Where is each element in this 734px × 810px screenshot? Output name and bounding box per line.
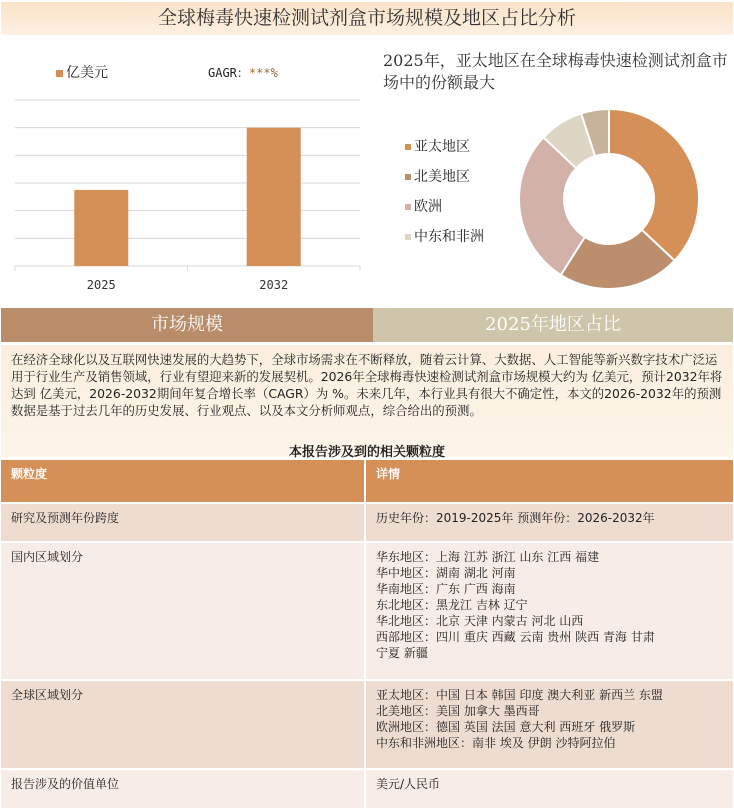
row-detail: 历史年份：2019-2025年 预测年份：2026-2032年	[376, 511, 655, 525]
legend-item	[405, 198, 485, 216]
legend-swatch	[405, 234, 411, 240]
pie-title: 2025年，亚太地区在全球梅毒快速检测试剂盒市场中的份额最大	[383, 51, 728, 92]
legend-swatch	[405, 204, 411, 210]
cagr-value: ***%	[248, 66, 278, 80]
row-detail: 美元/人民币	[376, 777, 441, 791]
table-row	[1, 770, 733, 808]
charts-svg	[0, 0, 734, 300]
legend-label: 中东和非洲	[414, 229, 484, 245]
legend-swatch	[405, 144, 411, 150]
cagr-label: GAGR：	[208, 66, 249, 80]
bar-2025	[74, 190, 128, 266]
legend-item	[405, 138, 485, 156]
x-tick-label: 2032	[259, 278, 289, 292]
legend-label: 亿美元	[66, 65, 108, 81]
donut-slice-亚太地区	[609, 109, 699, 261]
bar-2032	[247, 128, 301, 266]
legend-label: 亚太地区	[414, 139, 470, 155]
header-granularity: 颗粒度	[1, 460, 366, 502]
description-paragraph: 在经济全球化以及互联网快速发展的大趋势下，全球市场需求在不断释放，随着云计算、大数据、人工智能等新兴数字技术广泛运用于行业生产及销售领域，行业有望迎来新的发展契机。2026年全球梅毒快速检测试剂盒市场规模大约为 亿美元，预计2032年将达到 亿美元，2026-2032期间年复合增长率（CAGR）为 %。未来几年，本行业具有很大不确定性，本文的2026-2032年的预测数据是基于过去几年的历史发展、行业观点、以及本文分析师观点，综合给出的预测。	[1, 345, 733, 457]
row-label: 研究及预测年份跨度	[1, 504, 366, 541]
row-label: 全球区域划分	[1, 681, 366, 768]
x-tick-label: 2025	[86, 278, 116, 292]
legend-item	[405, 168, 485, 186]
row-detail: 亚太地区：中国 日本 韩国 印度 澳大利亚 新西兰 东盟 北美地区：美国 加拿大 墨西哥 欧洲地区：德国 英国 法国 意大利 西班牙 俄罗斯 中东和非洲地区：南非 埃及 伊朗 沙特阿拉伯	[376, 688, 663, 750]
row-label: 报告涉及的价值单位	[1, 770, 366, 808]
table-row	[1, 543, 733, 679]
legend-swatch	[405, 174, 411, 180]
legend-label: 北美地区	[414, 169, 470, 185]
page-title: 全球梅毒快速检测试剂盒市场规模及地区占比分析	[1, 2, 733, 35]
tab-region-share[interactable]: 2025年地区占比	[373, 308, 733, 342]
table-row	[1, 681, 733, 768]
table-title: 本报告涉及到的相关颗粒度	[288, 445, 445, 460]
tab-market-size[interactable]: 市场规模	[1, 308, 373, 342]
table-header	[1, 460, 733, 502]
row-detail: 华东地区：上海 江苏 浙江 山东 江西 福建 华中地区：湖南 湖北 河南 华南地区：广东 广西 海南 东北地区：黑龙江 吉林 辽宁 华北地区：北京 天津 内蒙古 河北 山西 西部地区：四川 重庆 西藏 云南 贵州 陕西 青海 甘肃 宁夏 新疆	[376, 550, 655, 660]
legend-label: 欧洲	[414, 199, 442, 215]
table-row	[1, 504, 733, 541]
row-label: 国内区域划分	[1, 543, 366, 679]
header-details: 详情	[376, 467, 401, 481]
legend-item	[405, 228, 485, 246]
